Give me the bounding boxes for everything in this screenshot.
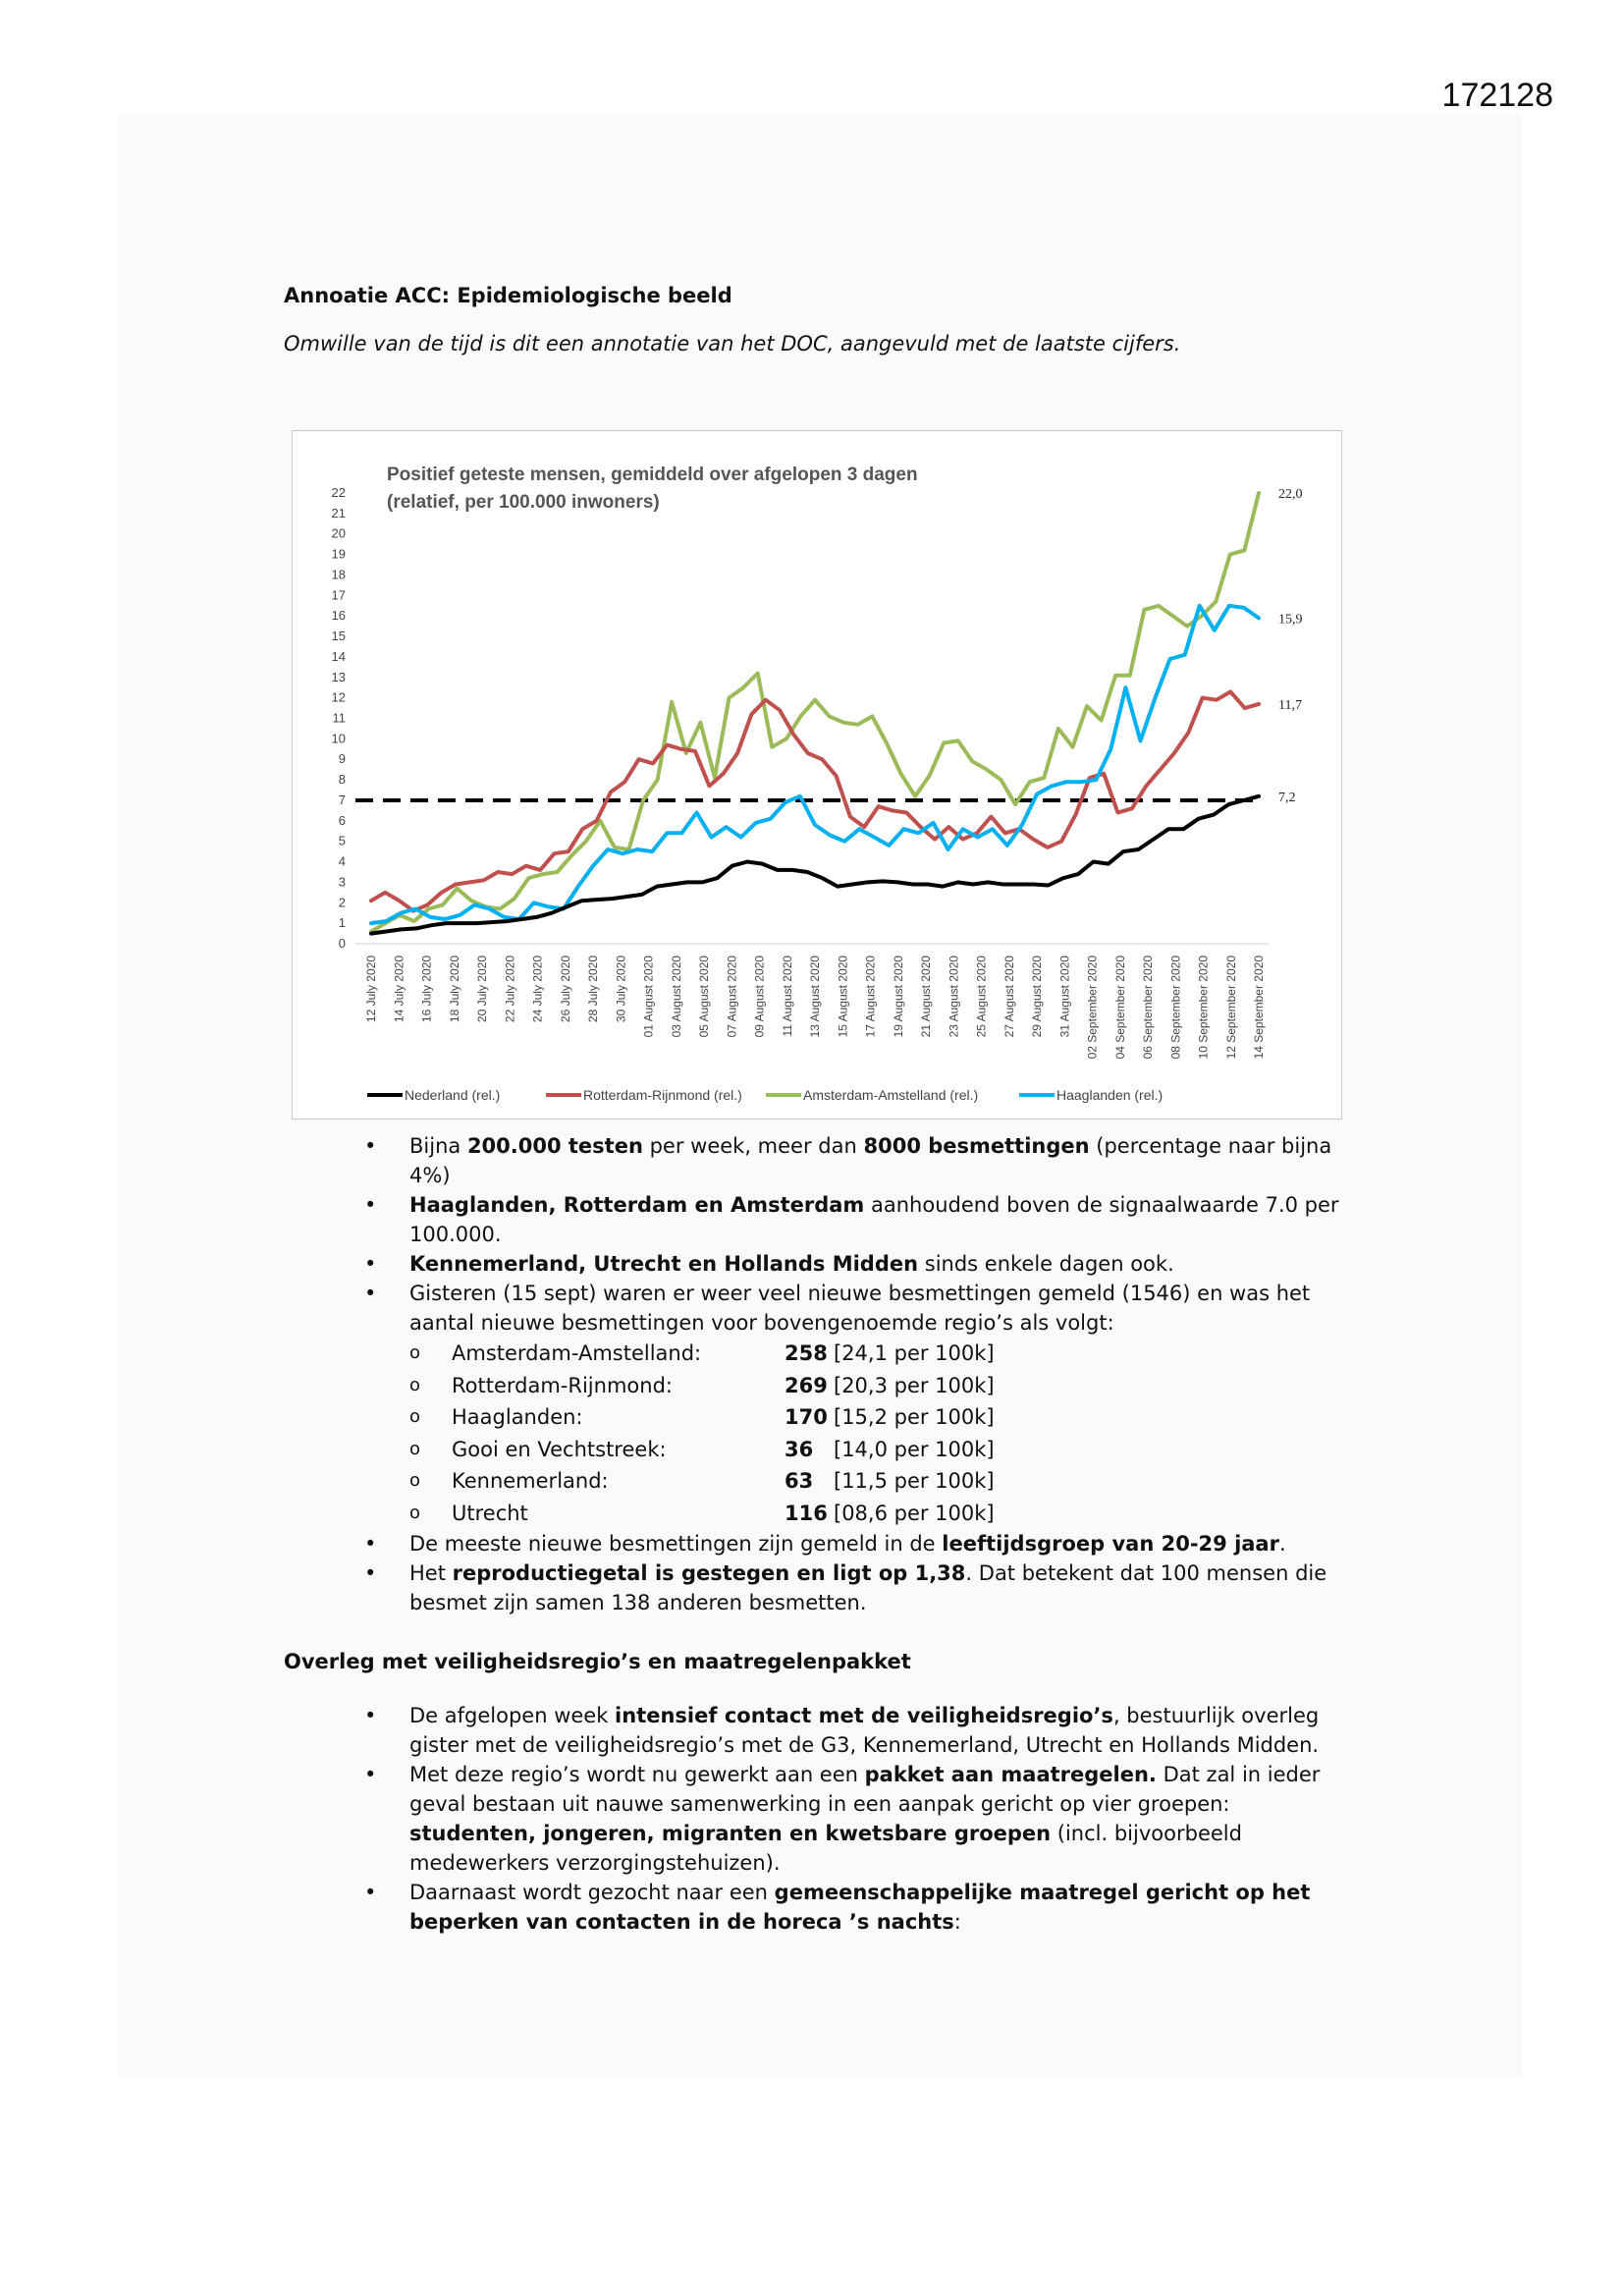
y-tick-label: 4 [338,853,346,869]
text-span: : [953,1910,961,1934]
sub-bullet: o [409,1438,421,1459]
page-subtitle: Omwille van de tijd is dit een annotatie van het DOC, aangevuld met de laatste cijfers. [284,332,1181,355]
bold-text: 8000 besmettingen [863,1134,1090,1158]
x-tick-label: 06 September 2020 [1141,956,1155,1060]
bullet-dot: • [364,1193,377,1217]
text-span: De afgelopen week [409,1704,616,1727]
sub-bullet: o [409,1406,421,1427]
x-tick-label: 12 July 2020 [364,956,378,1023]
chart-title-line1: Positief geteste mensen, gemiddeld over afgelopen 3 dagen [387,465,918,485]
region-rate: [14,0 per 100k] [834,1437,995,1461]
end-value-label: 15,9 [1278,612,1303,628]
x-tick-label: 27 August 2020 [1001,956,1016,1038]
text-span: Gisteren (15 sept) waren er weer veel nieuwe besmettingen gemeld (1546) en was het aantal nieuwe besmettingen voor bovengenoemde regio’s als volgt: [409,1282,1311,1335]
bullet-item [360,1701,1362,1760]
series-line [371,796,1259,934]
text-span: aanhoudend boven de signaalwaarde 7.0 per 100.000. [409,1193,1339,1246]
y-tick-label: 20 [331,525,346,541]
end-value-label: 11,7 [1278,697,1302,713]
x-tick-label: 08 September 2020 [1168,956,1183,1060]
region-row [360,1370,1362,1402]
text-span: (percentage naar bijna 4%) [409,1134,1332,1187]
bullet-item [360,1249,1362,1279]
region-rate: [15,2 per 100k] [834,1405,995,1429]
x-tick-label: 14 September 2020 [1252,956,1266,1060]
x-tick-label: 04 September 2020 [1112,956,1127,1060]
x-tick-label: 12 September 2020 [1223,956,1238,1060]
x-tick-label: 14 July 2020 [392,956,406,1023]
region-name: Haaglanden: [452,1405,583,1429]
region-name: Amsterdam-Amstelland: [452,1341,702,1365]
text-span: . [1278,1532,1286,1556]
y-tick-label: 15 [331,629,346,644]
x-tick-label: 02 September 2020 [1085,956,1100,1060]
bold-text: gemeenschappelijke maatregel gericht op het beperken van contacten in de horeca ’s nachts [409,1881,1311,1934]
legend-label: Amsterdam-Amstelland (rel.) [803,1087,979,1103]
end-value-label: 7,2 [1278,790,1296,805]
y-tick-label: 12 [331,689,346,705]
region-count: 36 [785,1437,814,1461]
x-tick-label: 30 July 2020 [614,956,628,1023]
x-tick-label: 03 August 2020 [669,956,683,1038]
text-span: Daarnaast wordt gezocht naar een [409,1881,775,1904]
text-span: Bijna [409,1134,467,1158]
sub-bullet: o [409,1374,421,1395]
x-tick-label: 18 July 2020 [447,956,461,1023]
section-heading: Overleg met veiligheidsregio’s en maatregelenpakket [284,1650,911,1673]
series-line [371,493,1259,932]
y-tick-label: 11 [332,710,346,726]
y-tick-label: 5 [338,833,346,848]
region-rate: [11,5 per 100k] [834,1469,995,1493]
legend-label: Rotterdam-Rijnmond (rel.) [583,1087,742,1103]
sub-bullet: o [409,1342,421,1363]
region-name: Kennemerland: [452,1469,609,1493]
bullet-dot: • [364,1282,377,1305]
y-tick-label: 16 [331,608,346,624]
chart-container [292,430,1342,1120]
bullet-dot: • [364,1881,377,1904]
bullet-list-epidemiology [360,1131,1362,1617]
x-tick-label: 22 July 2020 [503,956,517,1023]
region-rate: [08,6 per 100k] [834,1501,995,1525]
page-number: 172128 [1441,77,1553,114]
region-count: 116 [785,1501,828,1525]
x-tick-label: 01 August 2020 [641,956,656,1038]
text-span: , bestuurlijk overleg gister met de veiligheidsregio’s met de G3, Kennemerland, Utrecht en Hollands Midden. [409,1704,1320,1757]
x-tick-label: 15 August 2020 [836,956,850,1038]
x-tick-label: 09 August 2020 [752,956,767,1038]
legend-label: Nederland (rel.) [405,1087,501,1103]
x-tick-label: 16 July 2020 [419,956,434,1023]
bullet-dot: • [364,1134,377,1158]
x-tick-label: 29 August 2020 [1030,956,1044,1038]
y-tick-label: 14 [331,648,346,664]
x-tick-label: 11 August 2020 [780,956,794,1037]
bullet-item [360,1878,1362,1937]
end-value-label: 22,0 [1278,487,1303,502]
text-span: De meeste nieuwe besmettingen zijn gemeld in de [409,1532,943,1556]
y-tick-label: 13 [331,669,346,684]
line-chart [293,431,1341,1119]
x-tick-label: 20 July 2020 [475,956,489,1023]
x-tick-label: 05 August 2020 [697,956,711,1038]
text-span: per week, meer dan [642,1134,864,1158]
region-count: 258 [785,1341,828,1365]
bullet-item [360,1558,1362,1617]
y-tick-label: 6 [338,812,346,828]
x-tick-label: 23 August 2020 [947,956,961,1038]
bullet-dot: • [364,1252,377,1276]
y-tick-label: 3 [338,874,346,890]
x-tick-label: 17 August 2020 [863,956,878,1038]
y-tick-label: 2 [338,895,346,910]
bullet-dot: • [364,1763,377,1786]
region-count: 170 [785,1405,828,1429]
region-name: Utrecht [452,1501,528,1525]
text-span: . Dat betekent dat 100 mensen die besmet zijn samen 138 anderen besmetten. [409,1561,1327,1614]
y-tick-label: 21 [331,505,346,520]
text-span: sinds enkele dagen ook. [918,1252,1174,1276]
bold-text: reproductiegetal is gestegen en ligt op 1,38 [452,1561,966,1585]
y-tick-label: 17 [331,587,346,603]
region-row [360,1465,1362,1498]
text-span: Het [409,1561,453,1585]
sub-bullet: o [409,1502,421,1523]
bullet-dot: • [364,1704,377,1727]
x-tick-label: 10 September 2020 [1196,956,1211,1060]
x-tick-label: 28 July 2020 [586,956,600,1023]
bullet-item [360,1190,1362,1249]
x-tick-label: 26 July 2020 [558,956,572,1023]
region-count: 63 [785,1469,814,1493]
bullet-dot: • [364,1532,377,1556]
chart-title-line2: (relatief, per 100.000 inwoners) [387,492,660,513]
text-span: (incl. bijvoorbeeld medewerkers verzorgingstehuizen). [409,1822,1242,1875]
legend-label: Haaglanden (rel.) [1056,1087,1164,1103]
bullet-dot: • [364,1561,377,1585]
y-tick-label: 9 [338,751,346,767]
y-tick-label: 0 [338,936,346,951]
text-span: Met deze regio’s wordt nu gewerkt aan een [409,1763,865,1786]
y-tick-label: 1 [338,915,346,931]
bullet-list-measures [360,1701,1362,1937]
bold-text: intensief contact met de veiligheidsregio’s [615,1704,1113,1727]
y-tick-label: 18 [331,567,346,582]
y-tick-label: 8 [338,772,346,788]
bullet-item [360,1760,1362,1878]
x-tick-label: 07 August 2020 [725,956,739,1038]
bold-text: Haaglanden, Rotterdam en Amsterdam [409,1193,865,1217]
x-tick-label: 31 August 2020 [1057,956,1072,1038]
y-tick-label: 22 [331,485,346,500]
x-tick-label: 13 August 2020 [808,956,822,1038]
bold-text: 200.000 testen [466,1134,643,1158]
x-tick-label: 25 August 2020 [974,956,989,1038]
bold-text: studenten, jongeren, migranten en kwetsbare groepen [409,1822,1052,1845]
bullet-item [360,1279,1362,1338]
bullet-item [360,1529,1362,1558]
region-rate: [20,3 per 100k] [834,1373,995,1397]
bold-text: pakket aan maatregelen. [864,1763,1157,1786]
sub-bullet: o [409,1470,421,1491]
x-tick-label: 24 July 2020 [530,956,545,1023]
y-tick-label: 19 [331,546,346,562]
y-tick-label: 10 [331,731,346,746]
x-tick-label: 21 August 2020 [919,956,933,1038]
bold-text: Kennemerland, Utrecht en Hollands Midden [409,1252,919,1276]
region-row [360,1338,1362,1370]
text-span: Dat zal in ieder geval bestaan uit nauwe samenwerking in een aanpak gericht op vier groepen: [409,1763,1321,1816]
bullet-item [360,1131,1362,1190]
x-tick-label: 19 August 2020 [891,956,905,1038]
region-row [360,1401,1362,1434]
region-row [360,1498,1362,1530]
region-name: Gooi en Vechtstreek: [452,1437,667,1461]
region-name: Rotterdam-Rijnmond: [452,1373,673,1397]
page-title: Annoatie ACC: Epidemiologische beeld [284,284,732,307]
region-rate: [24,1 per 100k] [834,1341,995,1365]
bold-text: leeftijdsgroep van 20-29 jaar [942,1532,1279,1556]
y-tick-label: 7 [338,792,346,807]
region-count: 269 [785,1373,828,1397]
region-row [360,1434,1362,1466]
